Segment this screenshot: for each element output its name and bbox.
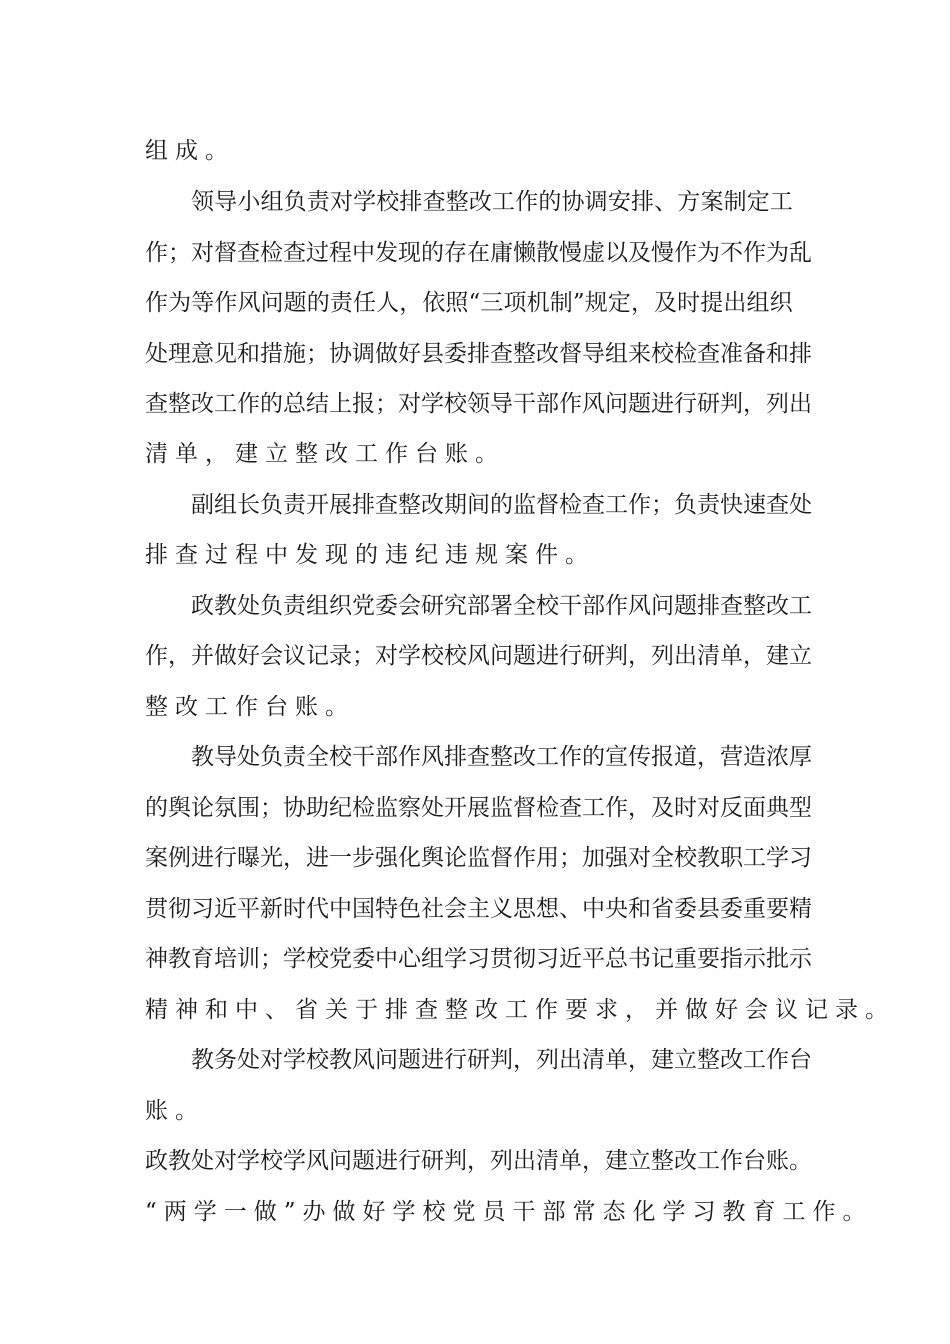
- text-line: 组成。: [145, 138, 235, 164]
- text-line: 教 导 处 负 责 全 校 干 部 作 风 排 查 整 改 工 作 的 宣 传 报 道 ， 营 造 浓 厚: [191, 744, 812, 770]
- text-line: 整改工作台账。: [145, 694, 355, 720]
- text-line: 清单，建立整改工作台账。: [145, 441, 505, 467]
- text-line: 的 舆 论 氛 围 ； 协 助 纪 检 监 察 处 开 展 监 督 检 查 工 作 ， 及 时 对 反 面 典 型: [145, 795, 812, 821]
- text-line: 处 理 意 见 和 措 施 ； 协 调 做 好 县 委 排 查 整 改 督 导 组 来 校 检 查 准 备 和 排: [145, 341, 812, 367]
- text-line: 领 导 小 组 负 责 对 学 校 排 查 整 改 工 作 的 协 调 安 排 、 方 案 制 定 工: [191, 189, 793, 215]
- text-line: 排查过程中发现的违纪违规案件。: [145, 542, 595, 568]
- text-line: “两学一做”办做好学校党员干部常态化学习教育工作。: [145, 1199, 873, 1225]
- text-line: 账。: [145, 1098, 205, 1124]
- text-line: 查 整 改 工 作 的 总 结 上 报 ； 对 学 校 领 导 干 部 作 风 问 题 进 行 研 判 ， 列 出: [145, 391, 812, 417]
- text-line: 教 务 处 对 学 校 教 风 问 题 进 行 研 判 ， 列 出 清 单 ， 建 立 整 改 工 作 台: [191, 1047, 812, 1073]
- text-line: 神 教 育 培 训 ； 学 校 党 委 中 心 组 学 习 贯 彻 习 近 平 总 书 记 重 要 指 示 批 示: [145, 946, 812, 972]
- text-line: 作 为 等 作 风 问 题 的 责 任 人 ， 依 照 “ 三 项 机 制 ” 规 定 ， 及 时 提 出 组 织: [145, 290, 793, 316]
- text-line: 精神和中、省关于排查整改工作要求，并做好会议记录。: [145, 997, 895, 1023]
- text-line: 贯 彻 习 近 平 新 时 代 中 国 特 色 社 会 主 义 思 想 、 中 央 和 省 委 县 委 重 要 精: [145, 896, 812, 922]
- text-line: 副 组 长 负 责 开 展 排 查 整 改 期 间 的 监 督 检 查 工 作 ； 负 责 快 速 查 处: [191, 492, 812, 518]
- text-line: 作 ， 并 做 好 会 议 记 录 ； 对 学 校 校 风 问 题 进 行 研 判 ， 列 出 清 单 ， 建 立: [145, 643, 812, 669]
- text-line: 作 ； 对 督 查 检 查 过 程 中 发 现 的 存 在 庸 懒 散 慢 虚 以 及 慢 作 为 不 作 为 乱: [145, 240, 812, 266]
- text-line: 政 教 处 对 学 校 学 风 问 题 进 行 研 判 ， 列 出 清 单 ， 建 立 整 改 工 作 台 账 。: [145, 1148, 812, 1174]
- text-line: 案 例 进 行 曝 光 ， 进 一 步 强 化 舆 论 监 督 作 用 ； 加 强 对 全 校 教 职 工 学 习: [145, 845, 812, 871]
- text-line: 政 教 处 负 责 组 织 党 委 会 研 究 部 署 全 校 干 部 作 风 问 题 排 查 整 改 工: [191, 593, 812, 619]
